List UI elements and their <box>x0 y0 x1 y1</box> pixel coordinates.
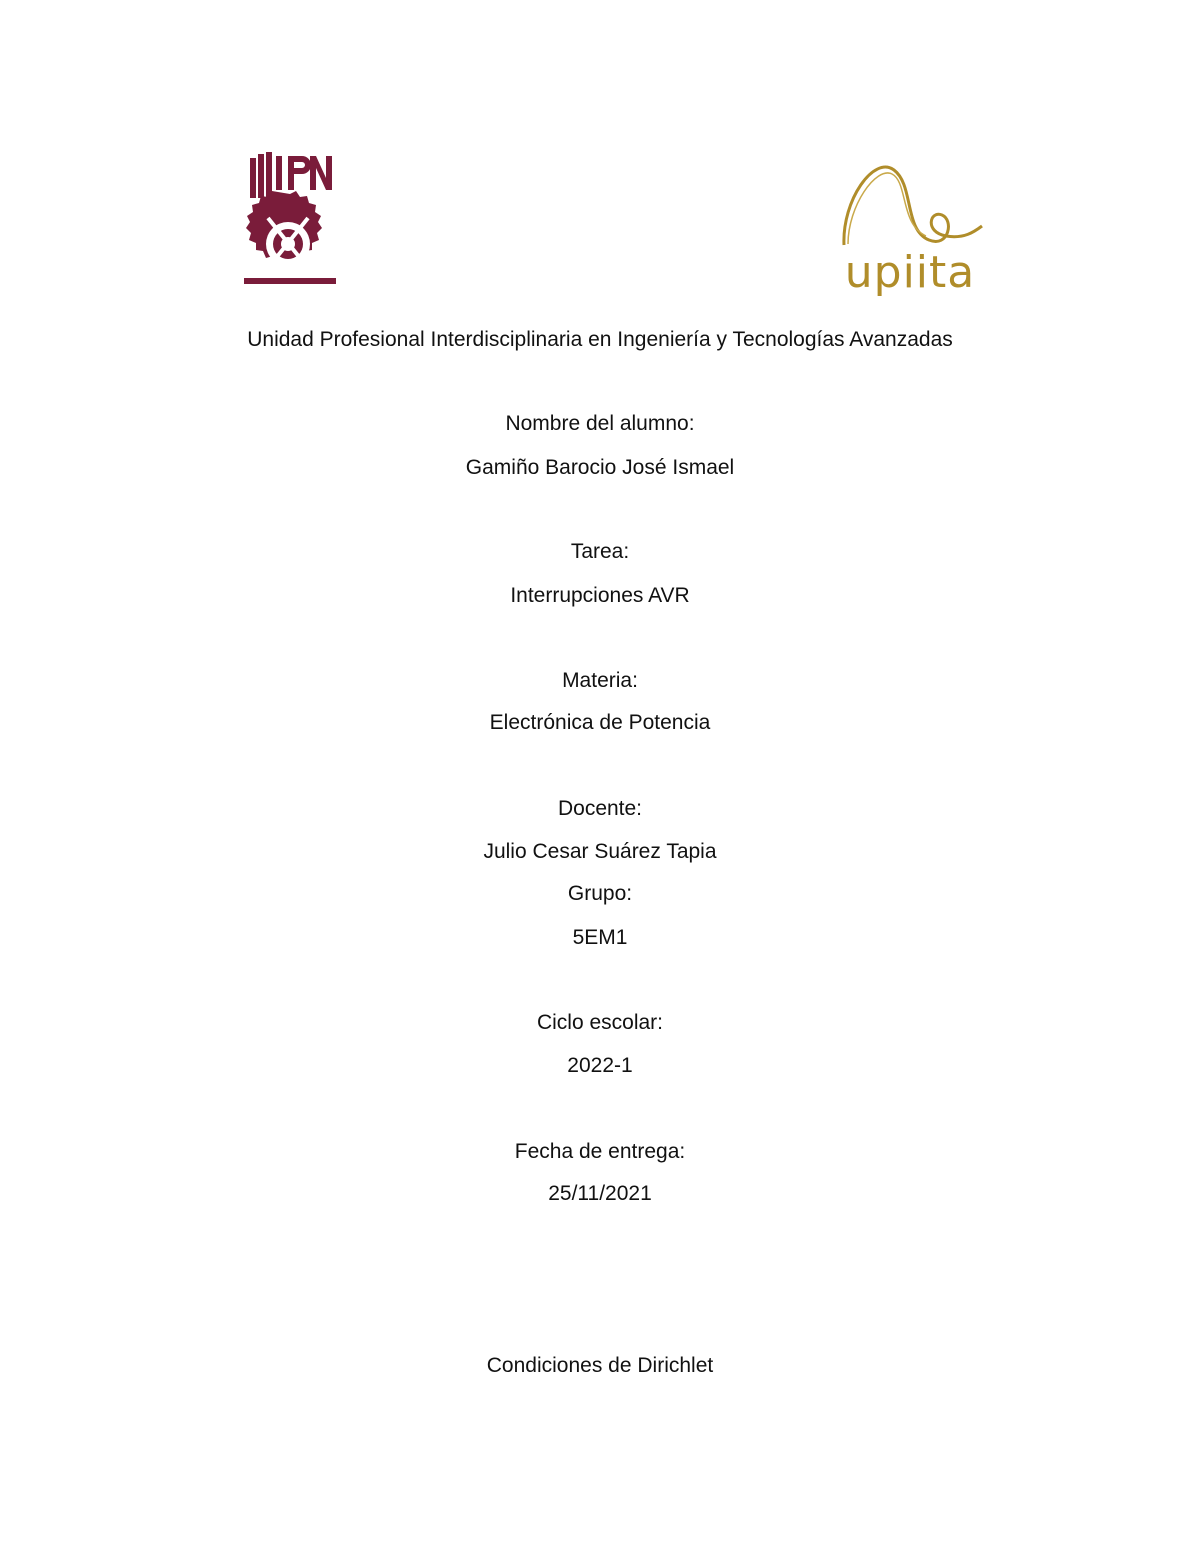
teacher-value: Julio Cesar Suárez Tapia <box>483 840 717 863</box>
date-label: Fecha de entrega: <box>514 1140 686 1163</box>
date-value: 25/11/2021 <box>548 1182 652 1205</box>
institution-name: Unidad Profesional Interdisciplinaria en Ingeniería y Tecnologías Avanzadas <box>247 328 953 351</box>
group-value: 5EM1 <box>572 926 628 949</box>
teacher-label: Docente: <box>557 797 643 820</box>
student-label: Nombre del alumno: <box>505 412 695 435</box>
upiita-wordmark: upiita <box>844 247 976 298</box>
cycle-value: 2022-1 <box>567 1054 633 1077</box>
group-label: Grupo: <box>567 882 633 905</box>
ipn-emblem-icon <box>238 148 342 296</box>
upiita-logo <box>834 160 986 300</box>
topic-title: Condiciones de Dirichlet <box>486 1354 714 1377</box>
upiita-swirl-icon <box>834 160 986 256</box>
subject-label: Materia: <box>562 669 638 692</box>
student-name: Gamiño Barocio José Ismael <box>465 456 735 479</box>
task-value: Interrupciones AVR <box>510 584 690 607</box>
cycle-label: Ciclo escolar: <box>536 1011 664 1034</box>
task-label: Tarea: <box>570 540 630 563</box>
subject-value: Electrónica de Potencia <box>489 711 711 734</box>
ipn-logo <box>238 148 342 296</box>
